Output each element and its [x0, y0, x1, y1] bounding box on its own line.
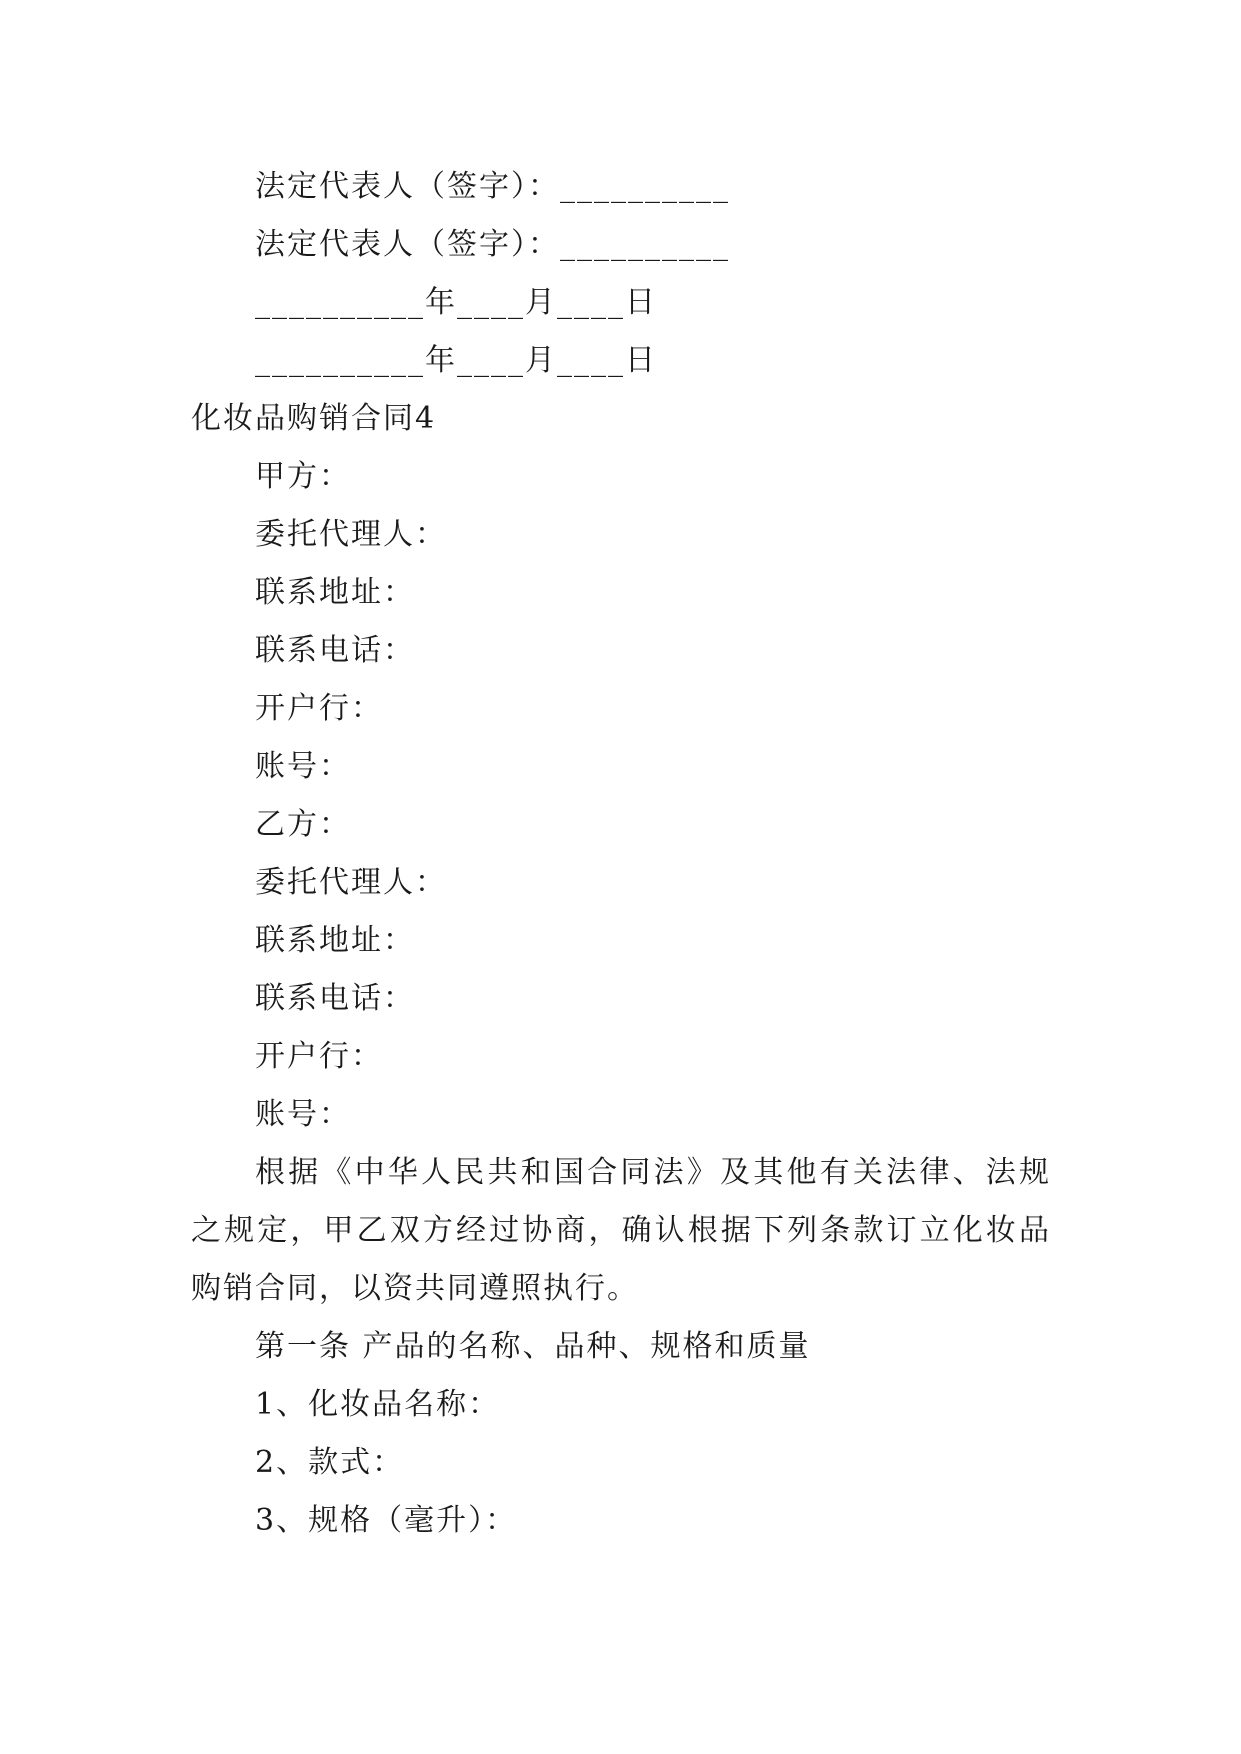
- party-b-field: 开户行：: [255, 1039, 383, 1074]
- party-b-field: 联系电话：: [255, 981, 415, 1016]
- article-item: 2、款式：: [255, 1445, 405, 1480]
- party-a-field: 联系地址：: [255, 575, 415, 610]
- party-a-field: 账号：: [255, 749, 351, 784]
- party-b-field: 乙方：: [255, 807, 351, 842]
- intro-paragraph: 根据《中华人民共和国合同法》及其他有关法律、法规之规定，甲乙双方经过协商，确认根据下列条款订立化妆品购销合同，以资共同遵照执行。: [191, 1155, 1051, 1306]
- party-a-field: 甲方：: [255, 459, 351, 494]
- date-line: __________年____月____日: [255, 285, 657, 320]
- signature-line: 法定代表人（签字）：__________: [255, 227, 730, 262]
- party-a-field: 开户行：: [255, 691, 383, 726]
- party-a-field: 联系电话：: [255, 633, 415, 668]
- article-item: 1、化妆品名称：: [255, 1387, 501, 1422]
- party-b-field: 账号：: [255, 1097, 351, 1132]
- document-body: [191, 158, 1051, 1550]
- party-a-field: 委托代理人：: [255, 517, 447, 552]
- party-b-field: 联系地址：: [255, 923, 415, 958]
- date-line: __________年____月____日: [255, 343, 657, 378]
- article-heading: 第一条 产品的名称、品种、规格和质量: [255, 1329, 811, 1364]
- party-b-field: 委托代理人：: [255, 865, 447, 900]
- contract-title: 化妆品购销合同4: [191, 401, 437, 436]
- article-item: 3、规格（毫升）：: [255, 1503, 518, 1538]
- signature-line: 法定代表人（签字）：__________: [255, 169, 730, 204]
